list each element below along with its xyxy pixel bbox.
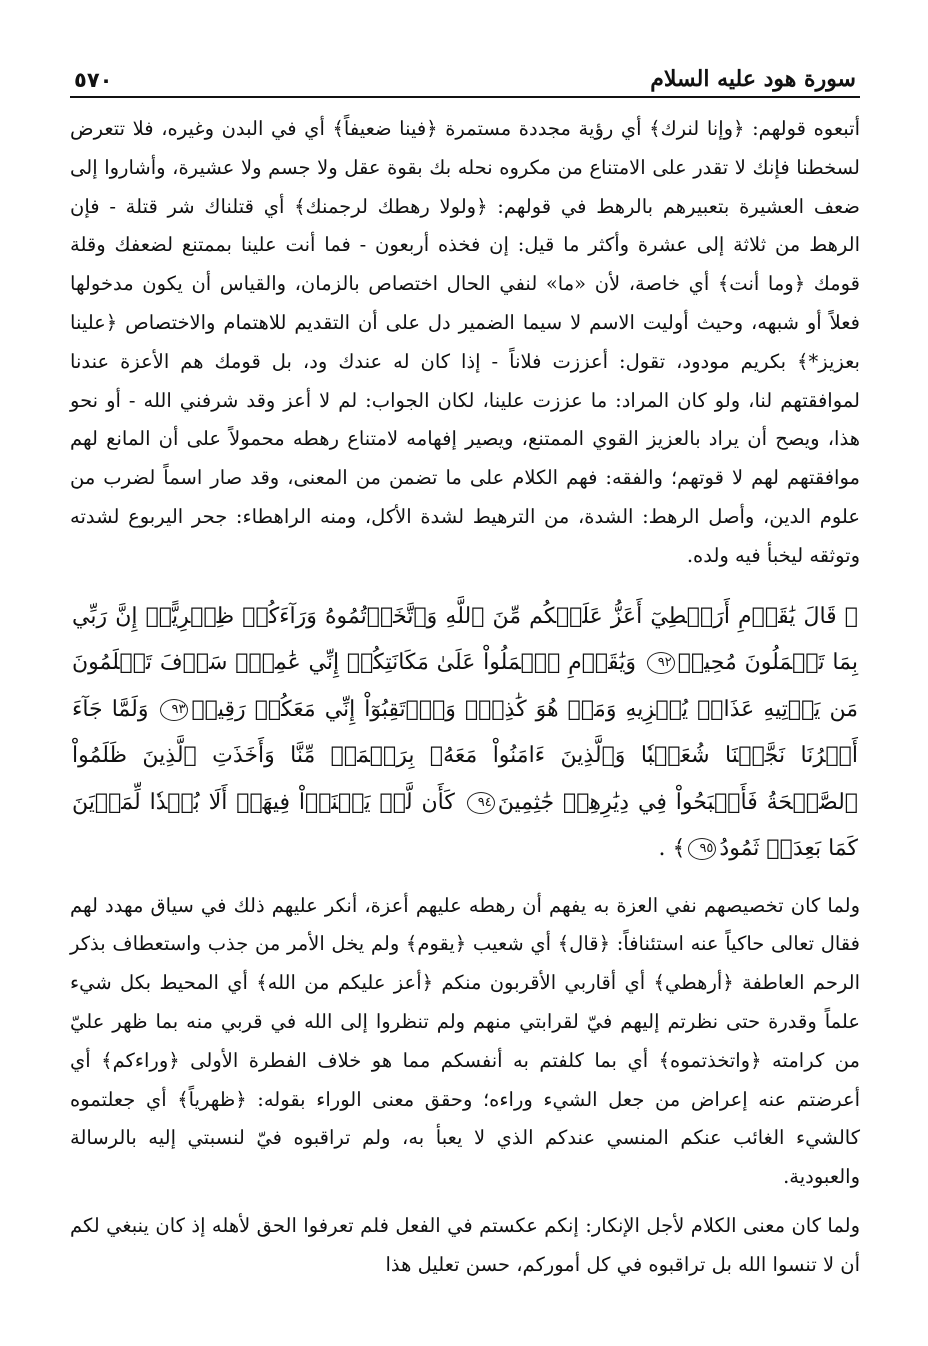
surah-title: سورة هود عليه السلام	[650, 66, 856, 92]
quran-close-bracket: ﴾	[672, 836, 686, 862]
quran-verse-93: وَيَٰقَوۡمِ ٱعۡمَلُواْ عَلَىٰ مَكَانَتِكُمۡ إِنِّي عَٰمِلٞۖ سَوۡفَ تَعۡلَمُونَ مَن يَأۡتِيهِ عَذَابٞ يُخۡزِيهِ وَمَنۡ هُوَ كَٰذِبٞۖ وَٱرۡتَقِبُوٓاْ إِنِّي مَعَكُمۡ رَقِيبٞ	[72, 650, 858, 722]
ayah-number-94: ٩٤	[467, 792, 495, 814]
quran-end-dot: .	[658, 836, 666, 862]
book-page	[70, 52, 860, 1322]
page-number: ٥٧٠	[74, 68, 113, 92]
commentary-paragraph-2: ولما كان تخصيصهم نفي العزة به يفهم أن رهطه عليهم أعزة، أنكر عليهم ذلك في سياق مهدد لهم فقال تعالى حاكياً عنه استئنافاً: ﴿قال﴾ أي شعيب ﴿يقوم﴾ ولم يخل الأمر من جذب واستعطاف بذكر الرحم العاطفة ﴿أرهطي﴾ أي أقاربي الأقربون منكم ﴿أعز عليكم من الله﴾ أي المحيط بكل شيء علماً وقدرة حتى نظرتم إليهم فيّ لقرابتي منهم ولم تنظروا إلى الله في قربي منه بما ظهر عليّ من كرامته ﴿واتخذتموه﴾ أي بما كلفتم به أنفسكم مما هو خلاف الفطرة الأولى ﴿وراءكم﴾ أي أعرضتم عنه إعراض من جعل الشيء وراءه؛ وحقق معنى الوراء بقوله: ﴿ظهرياً﴾ أي جعلتموه كالشيء الغائب عنكم المنسي عندكم الذي لا يعبأ به، ولم تراقبوه فيّ لنسبتي إليه بالرسالة والعبودية.	[70, 893, 860, 1189]
quran-open-bracket: ﴿	[844, 603, 858, 629]
ayah-number-93: ٩٣	[160, 699, 188, 721]
running-header	[70, 52, 860, 98]
ayah-number-95: ٩٥	[688, 838, 716, 860]
quran-verse-94: وَلَمَّا جَآءَ أَمۡرُنَا نَجَّيۡنَا شُعَيۡبٗا وَٱلَّذِينَ ءَامَنُواْ مَعَهُۥ بِرَحۡمَةٖ مِّنَّا وَأَخَذَتِ ٱلَّذِينَ ظَلَمُواْ ٱلصَّيۡحَةُ فَأَصۡبَحُواْ فِي دِيَٰرِهِمۡ جَٰثِمِينَ	[72, 696, 859, 815]
quran-verse-95: كَأَن لَّمۡ يَغۡنَوۡاْ فِيهَآۗ أَلَا بُعۡدٗا لِّمَدۡيَنَ كَمَا بَعِدَتۡ ثَمُودُ	[72, 789, 858, 862]
quran-verses-block	[70, 594, 860, 873]
ayah-number-92: ٩٢	[647, 652, 675, 674]
commentary-paragraph-1: أتبعوه قولهم: ﴿وإنا لنرك﴾ أي رؤية مجددة مستمرة ﴿فينا ضعيفاً﴾ أي في البدن وغيره، فلا تتعرض لسخطنا فإنك لا تقدر على الامتناع من مكروه نحله بك بقوة عقل ولا جسم ولا عشيرة، وأشاروا إلى ضعف العشيرة بتعبيرهم بالرهط في قولهم: ﴿ولولا رهطك لرجمنك﴾ أي قتلناك شر قتلة - فإن الرهط من ثلاثة إلى عشرة وأكثر ما قيل: إن فخذه أربعون - فما أنت علينا بممتنع لضعفك وقلة قومك ﴿وما أنت﴾ أي خاصة، لأن «ما» لنفي الحال اختصاص بالزمان، والقياس أن يكون مدخولها فعلاً أو شبهه، وحيث أوليت الاسم لا سيما الضمير دل على أن التقديم للاهتمام والاختصاص ﴿علينا بعزيز*﴾ بكريم مودود، تقول: أعززت فلاناً - إذا كان له عندك ود، بل قومك هم الأعزة عندنا لموافقتهم لنا، ولو كان المراد: ما عززت علينا، لكان الجواب: لم لا أعز وقد شرفني الله - أو نحو هذا، ويصح أن يراد بالعزيز القوي الممتنع، ويصير إفهامه لامتناع رهطه محمولاً على أن المانع لهم موافقتهم لهم لا قوتهم؛ والفقه: فهم الكلام على ما تضمن من المعنى، وقد صار اسماً لضرب من علوم الدين، وأصل الرهط: الشدة، من الترهيط لشدة الأكل، ومنه الراهطاء: جحر اليربوع لشدته وتوثقه ليخبأ فيه ولده.	[70, 117, 860, 567]
commentary-paragraph-3: ولما كان معنى الكلام لأجل الإنكار: إنكم عكستم في الفعل فلم تعرفوا الحق لأهله إذ كان ينبغي لكم أن لا تنسوا الله بل تراقبوه في كل أموركم، حسن تعليل هذا	[70, 1213, 860, 1276]
quran-verse-92: قَالَ يَٰقَوۡمِ أَرَهۡطِيٓ أَعَزُّ عَلَيۡكُم مِّنَ ٱللَّهِ وَٱتَّخَذۡتُمُوهُ وَرَآءَكُمۡ ظِهۡرِيًّاۖ إِنَّ رَبِّي بِمَا تَعۡمَلُونَ مُحِيطٞ	[72, 603, 858, 676]
